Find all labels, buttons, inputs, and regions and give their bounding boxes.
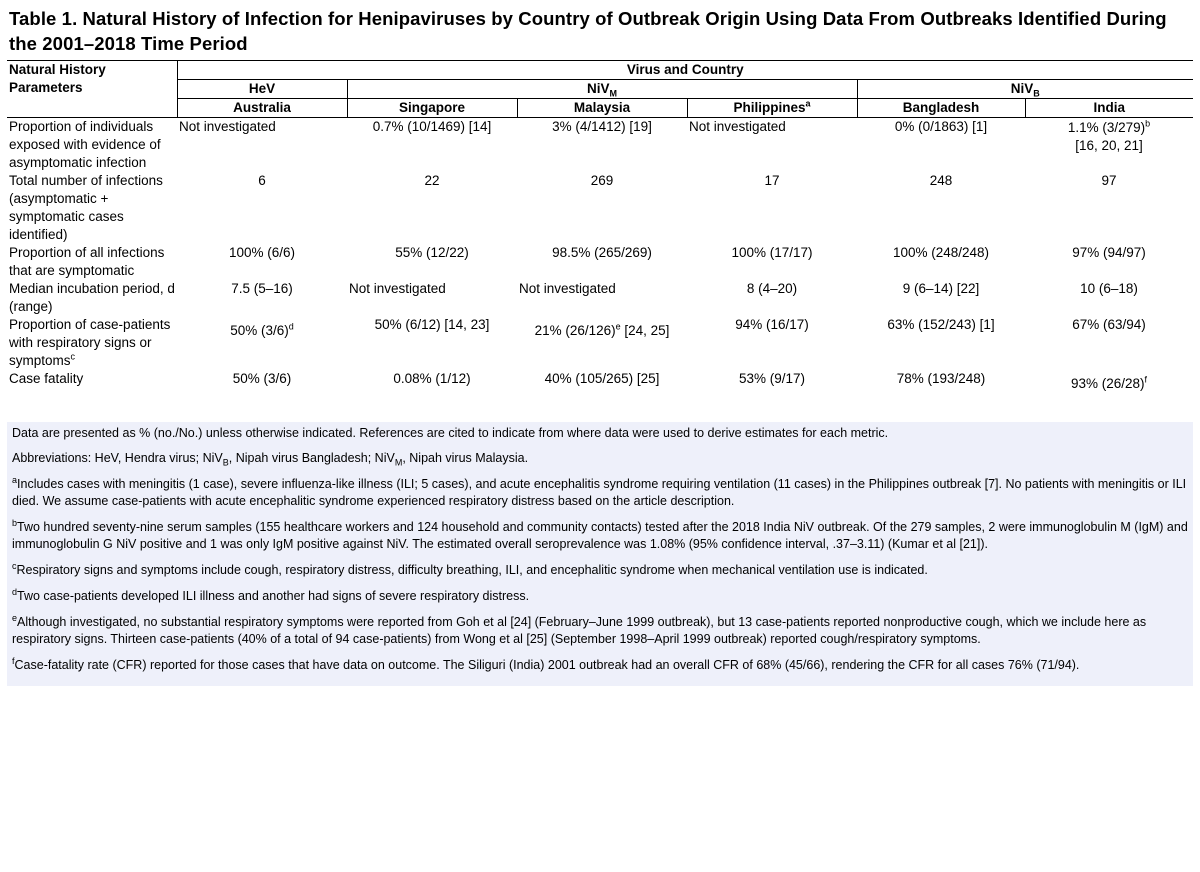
country-malaysia: Malaysia [517,99,687,118]
data-cell: 53% (9/17) [738,371,806,386]
data-cell: 94% (16/17) [735,317,809,332]
footnote-a [12,476,1188,510]
data-cell: 0.7% (10/1469) [14] [372,119,492,134]
param-cell: Proportion of individuals exposed with evidence of asymptomatic infection [9,119,161,170]
country-australia: Australia [177,99,347,118]
table-row [7,370,1193,393]
abbr-text: , Nipah virus Malaysia. [402,451,529,465]
country-philippines [687,99,857,118]
data-cell: 6 [258,173,266,188]
param-cell: Total number of infections (asymptomatic + symptomatic cases identified) [9,173,163,242]
footnote-mark: c [12,560,17,571]
data-cell: 22 [424,173,440,188]
data-cell: 17 [764,173,780,188]
footnote-mark: b [12,517,18,528]
data-cell [1025,118,1193,173]
footnote-c [12,562,1188,579]
footnote-mark: c [70,351,76,362]
footnote-mark: b [1145,118,1151,129]
philippines-footnote-mark: a [805,98,811,109]
footnote-text: Two case-patients developed ILI illness and another had signs of severe respiratory distress. [17,589,530,603]
country-india: India [1025,99,1193,118]
india-value: 93% (26/28) [1071,376,1145,391]
data-cell: Not investigated [179,119,276,134]
header-hev: HeV [177,80,347,99]
param-cell: Proportion of all infections that are symptomatic [9,245,165,278]
data-cell: 9 (6–14) [22] [902,281,980,296]
footnote-mark: e [615,321,621,332]
data-cell: 3% (4/1412) [19] [552,119,652,134]
data-cell: Not investigated [349,281,446,296]
data-cell: 248 [929,173,953,188]
footnote-mark: f [1144,374,1148,385]
data-cell: 98.5% (265/269) [552,245,652,260]
data-cell: 97 [1101,173,1117,188]
abbr-sub: B [222,457,229,468]
header-param-label: Natural History Parameters [7,61,177,118]
data-cell: 100% (248/248) [892,245,990,260]
abbr-sub: M [394,457,403,468]
data-cell: 10 (6–18) [1080,281,1138,296]
footnote-e [12,614,1188,648]
mal-refs: [24, 25] [620,323,670,338]
data-cell: 7.5 (5–16) [231,281,293,296]
param-text: Proportion of case-patients with respiratory signs or symptoms [9,317,171,368]
table-title: Table 1. Natural History of Infection for Henipaviruses by Country of Outbreak Origin Using Data From Outbreaks Identified During the 2001–2018 Time Period [9,8,1167,54]
india-refs: [16, 20, 21] [1075,138,1143,153]
footnote-b [12,519,1188,553]
table-row [7,172,1193,244]
footnote-text: Although investigated, no substantial respiratory symptoms were reported from Goh et al [24] (February–June 1999 outbreak), but 13 case-patients reported nonproductive cough, which we include here as respiratory signs. Thirteen case-patients (40% of a total of 94 case-patients) from Wong et al [25] (September 1998–April 1999 outbreak) reported cough/respiratory symptoms. [12,615,1147,646]
header-nivb [857,80,1193,99]
table-row [7,316,1193,370]
footnote-text: Includes cases with meningitis (1 case), severe influenza-like illness (ILI; 5 cases), and acute encephalitis syndrome requiring ventilation (11 cases) in the Philippines outbreak [7]. No patients with meningitis or ILI died. We assume case-patients with acute encephalitic syndrome experienced respiratory distress based on the article description. [12,477,1187,508]
data-cell: 40% (105/265) [25] [544,371,660,386]
footnote-d [12,588,1188,605]
data-cell: 55% (12/22) [395,245,469,260]
data-cell: Not investigated [519,281,616,296]
footnote-text: Respiratory signs and symptoms include cough, respiratory distress, difficulty breathing, ILI, and encephalitic syndrome when mechanical ventilation use is indicated. [16,563,928,577]
country-singapore: Singapore [347,99,517,118]
data-cell: 50% (6/12) [14, 23] [374,317,490,332]
philippines-label: Philippines [733,100,806,115]
mal-value: 21% (26/126) [534,323,616,338]
data-cell: 67% (63/94) [1072,317,1146,332]
data-cell: 97% (94/97) [1072,245,1146,260]
data-cell: 50% (3/6) [232,371,292,386]
data-cell: 0% (0/1863) [1] [894,119,988,134]
footnote-mark: f [12,655,15,666]
aus-value: 50% (3/6) [230,323,289,338]
param-cell: Case fatality [9,371,84,386]
header-virus-and-country: Virus and Country [177,61,1193,80]
country-bangladesh: Bangladesh [857,99,1025,118]
data-cell: Not investigated [689,119,786,134]
abbr-text: Abbreviations: HeV, Hendra virus; NiV [12,451,223,465]
nivb-subscript: B [1033,88,1040,99]
data-cell: 100% (6/6) [228,245,296,260]
data-cell [177,316,347,370]
footnote-mark: a [12,474,18,485]
henipavirus-table [7,60,1193,393]
data-cell: 269 [590,173,614,188]
data-cell: 63% (152/243) [1] [887,317,995,332]
footnote-mark: d [288,321,294,332]
nivm-subscript: M [609,88,617,99]
abbr-text: , Nipah virus Bangladesh; NiV [228,451,395,465]
data-cell: 8 (4–20) [746,281,798,296]
data-cell [1025,370,1193,393]
table-row [7,244,1193,280]
table-footnotes [7,422,1193,686]
footnote-mark: e [12,612,18,623]
header-nivm [347,80,857,99]
data-cell: 78% (193/248) [896,371,986,386]
india-value: 1.1% (3/279) [1067,120,1146,135]
param-cell [7,316,177,370]
footnote-mark: d [12,586,18,597]
table-row [7,280,1193,316]
nivb-label: NiV [1010,81,1034,96]
data-cell [517,316,687,370]
data-cell: 100% (17/17) [731,245,813,260]
footnote-f [12,657,1188,674]
table-row [7,118,1193,173]
nivm-label: NiV [586,81,610,96]
footnote-abbreviations [12,450,1188,467]
data-cell: 0.08% (1/12) [393,371,471,386]
footnote-text: Case-fatality rate (CFR) reported for those cases that have data on outcome. The Siliguri (India) 2001 outbreak had an overall CFR of 68% (45/66), rendering the CFR for all cases 76% (71/94). [14,658,1080,672]
footnote-text: Two hundred seventy-nine serum samples (155 healthcare workers and 124 household and community contacts) tested after the 2018 India NiV outbreak. Of the 279 samples, 2 were immunoglobulin M (IgM) and immunoglobulin G NiV positive and 1 was only IgM positive against NiV. The estimated overall seroprevalence was 1.08% (95% confidence interval, .37–3.11) (Kumar et al [21]). [12,520,1188,551]
param-cell: Median incubation period, d (range) [9,281,175,314]
footnote-general: Data are presented as % (no./No.) unless otherwise indicated. References are cited to indicate from where data were used to derive estimates for each metric. [12,426,889,440]
